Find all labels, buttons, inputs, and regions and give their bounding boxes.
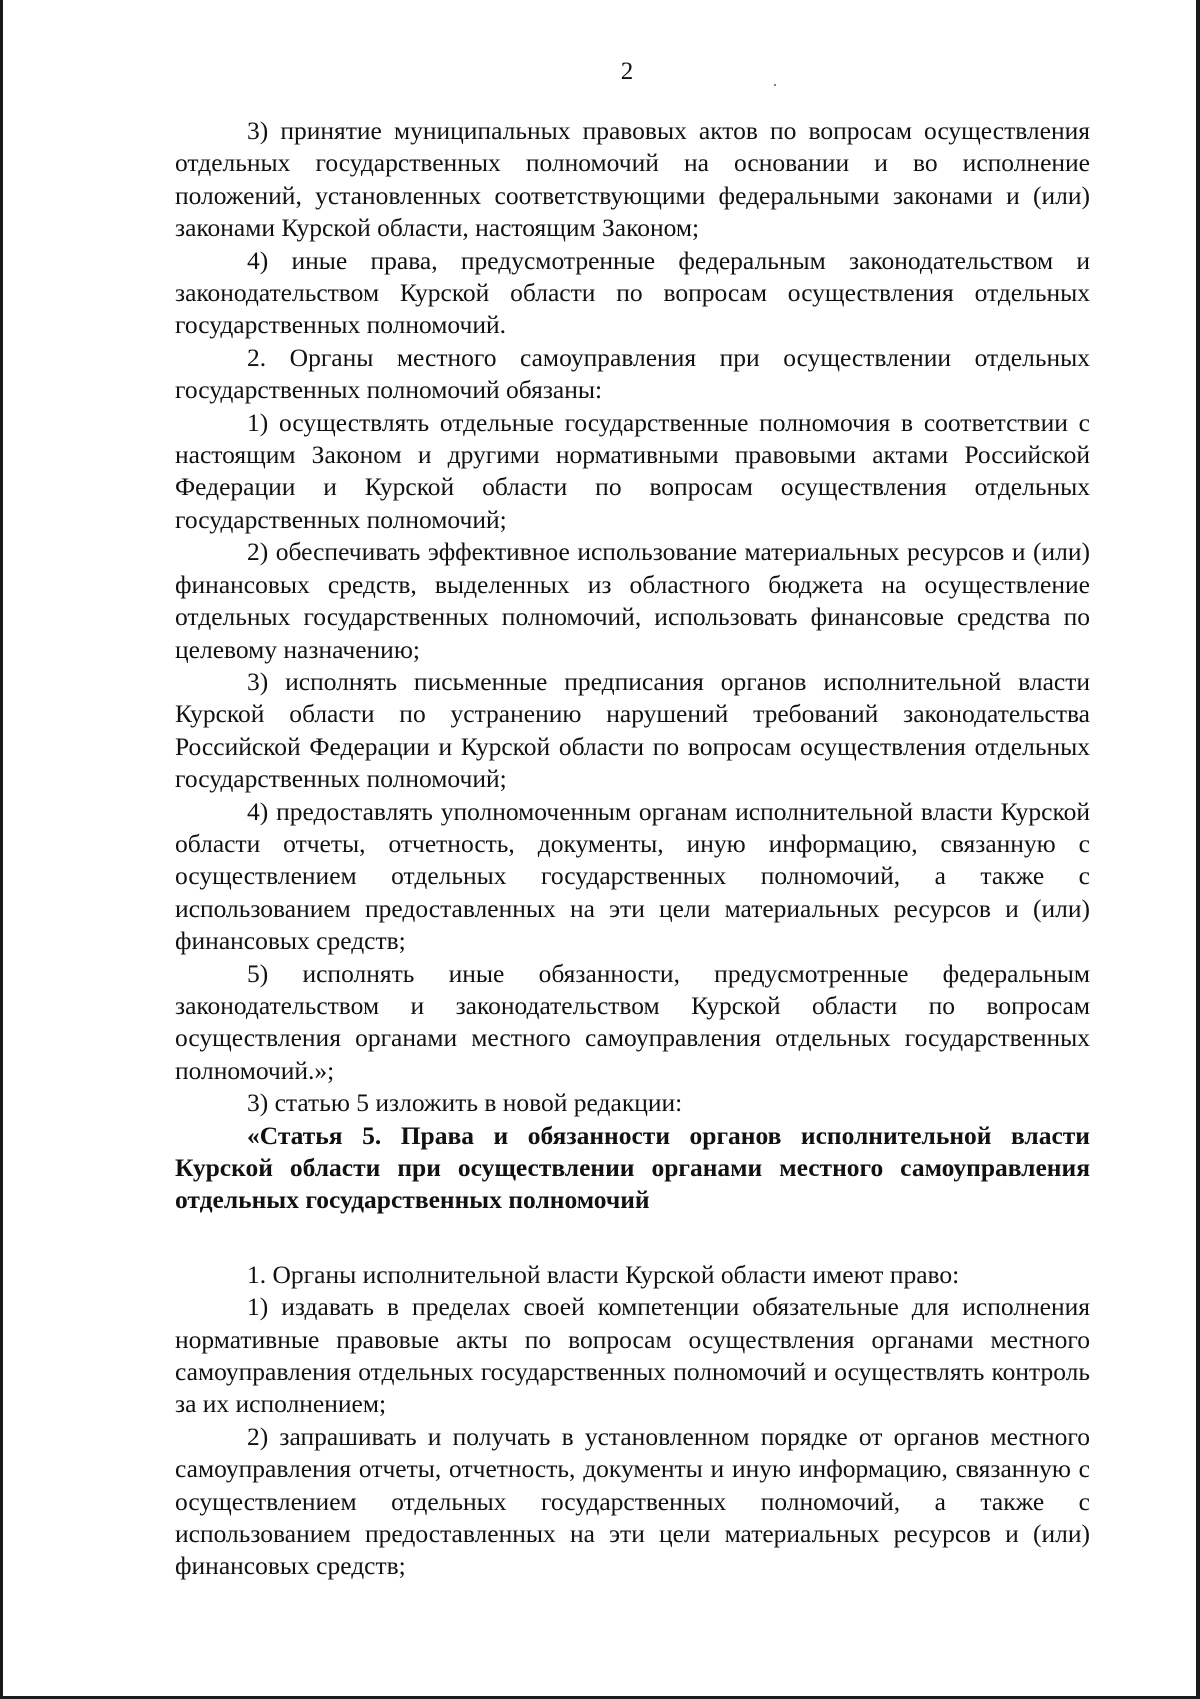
paragraph-rights-item-3: 3) принятие муниципальных правовых актов по вопросам осуществления отдельных государственных полномочий на основании и во исполнение положений, установленных соответствующими федеральными законами и (или) законами Курской области, настоящим Законом; [175,116,1090,243]
paragraph-amendment-article-5: 3) статью 5 изложить в новой редакции: [247,1088,683,1118]
scan-border-left [0,0,3,1699]
paragraph-obligation-1: 1) осуществлять отдельные государственные полномочия в соответствии с настоящим Законом и другими нормативными правовыми актами Российской Федерации и Курской области по вопросам осуществления отдельных государственных полномочий; [175,407,1090,534]
scan-border-right [1196,0,1200,1699]
heading-spacer [175,1217,1090,1259]
paragraph-obligation-5: 5) исполнять иные обязанности, предусмотренные федеральным законодательством и законодательством Курской области по вопросам осуществления органами местного самоуправления отдельных государственных полномочий.»; [175,958,1090,1085]
paragraph-obligation-3: 3) исполнять письменные предписания органов исполнительной власти Курской области по устранению нарушений требований законодательства Российской Федерации и Курской области по вопросам осуществления отдельных государственных полномочий; [175,666,1090,794]
document-body [175,115,1090,1583]
paragraph-obligation-2: 2) обеспечивать эффективное использование материальных ресурсов и (или) финансовых средств, выделенных из областного бюджета на осуществление отдельных государственных полномочий, использовать финансовые средства по целевому назначению; [175,537,1090,664]
article-5-item-1: 1) издавать в пределах своей компетенции обязательные для исполнения нормативные правовые акты по вопросам осуществления органами местного самоуправления отдельных государственных полномочий и осуществлять контроль за их исполнением; [175,1292,1090,1419]
paragraph-rights-item-4: 4) иные права, предусмотренные федеральным законодательством и законодательством Курской области по вопросам осуществления отдельных государственных полномочий. [175,245,1090,340]
article-5-paragraph-1: 1. Органы исполнительной власти Курской области имеют право: [247,1259,960,1289]
paragraph-obligations-intro: 2. Органы местного самоуправления при осуществлении отдельных государственных полномочий обязаны: [175,342,1090,405]
page-number: 2 [620,58,634,85]
paragraph-obligation-4: 4) предоставлять уполномоченным органам исполнительной власти Курской области отчеты, отчетность, документы, иную информацию, связанную с осуществлением отдельных государственных полномочий, а также с использованием предоставленных на эти цели материальных ресурсов и (или) финансовых средств; [175,796,1090,956]
article-5-heading: «Статья 5. Права и обязанности органов исполнительной власти Курской области при осуществлении органами местного самоуправления отдельных государственных полномочий [175,1120,1090,1215]
article-5-item-2: 2) запрашивать и получать в установленном порядке от органов местного самоуправления отчеты, отчетность, документы и иную информацию, связанную с осуществлением отдельных государственных полномочий, а также с использованием предоставленных на эти цели материальных ресурсов и (или) финансовых средств; [175,1421,1090,1581]
